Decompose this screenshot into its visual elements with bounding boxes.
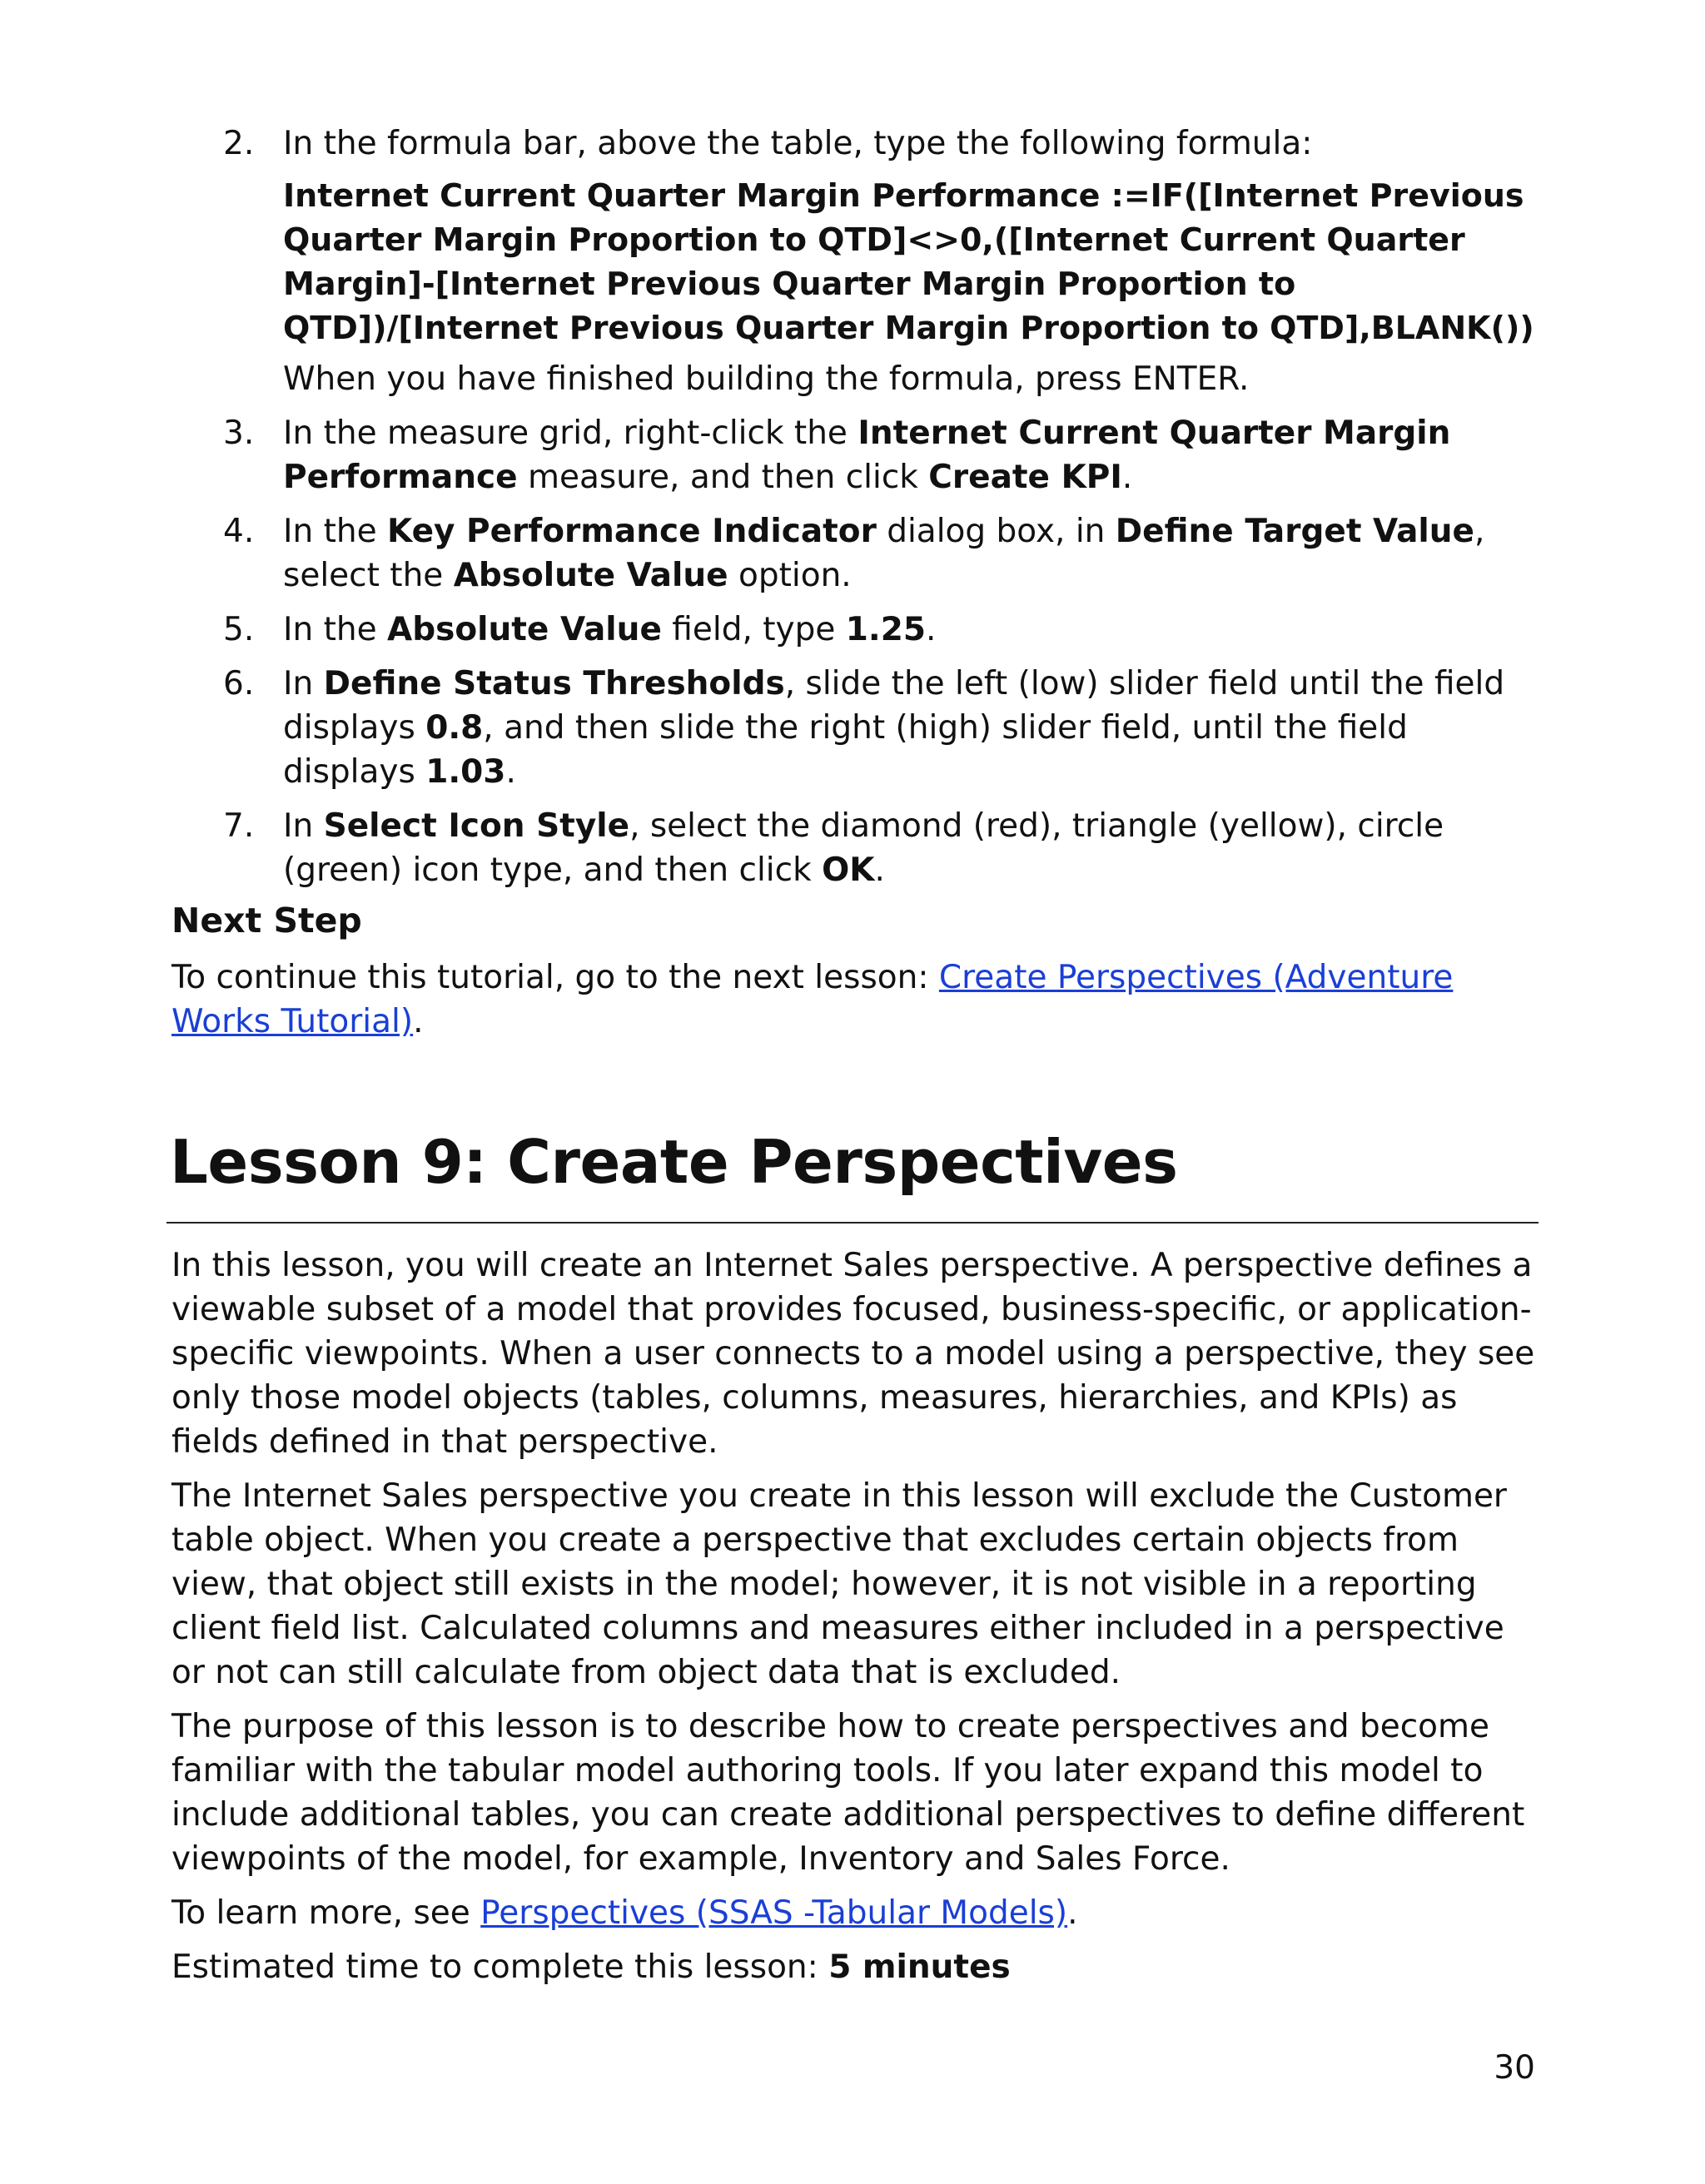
estimate-text: Estimated time to complete this lesson:	[171, 1948, 829, 1986]
step-text: .	[1121, 459, 1133, 496]
step-text: , slide the left (low) slider field until the field displays	[283, 665, 1505, 747]
step-bold-term: Define Status Thresholds	[323, 665, 785, 702]
step-3	[223, 411, 1538, 499]
estimate-paragraph	[171, 1945, 1545, 1989]
lesson-paragraph-3: The purpose of this lesson is to describe how to create perspectives and become familiar with the tabular model authoring tools. If you later expand this model to include additional tables, you can create additional perspectives to define different viewpoints of the model, for example, Inventory and Sales Force.	[171, 1708, 1525, 1878]
step-bold-term: 1.03	[425, 753, 506, 791]
step-text: dialog box, in	[876, 513, 1116, 550]
step-number: 7.	[223, 807, 255, 845]
step-note: When you have finished building the formula, press ENTER.	[283, 360, 1250, 398]
lesson-title: Lesson 9: Create Perspectives	[170, 1127, 1178, 1197]
estimate-value: 5 minutes	[828, 1948, 1011, 1986]
lesson-paragraph-1: In this lesson, you will create an Internet Sales perspective. A perspective defines a viewable subset of a model that provides focused, business-specific, or application-specific viewpoints. When a user connects to a model using a perspective, they see only those model objects (tables, columns, measures, hierarchies, and KPIs) as fields defined in that perspective.	[171, 1247, 1535, 1461]
step-bold-term: Define Target Value	[1115, 513, 1474, 550]
next-step-text: To continue this tutorial, go to the next lesson:	[171, 959, 939, 996]
step-text: In the measure grid, right-click the	[283, 414, 858, 452]
step-6	[223, 662, 1538, 794]
learn-more-text: To learn more, see	[171, 1894, 481, 1932]
step-number: 6.	[223, 665, 255, 702]
step-bold-term: OK	[822, 851, 875, 889]
next-lesson-link[interactable]: Create Perspectives (Adventure Works Tutorial)	[171, 959, 1454, 1040]
next-step-end: .	[413, 1003, 424, 1040]
learn-more-end: .	[1067, 1894, 1078, 1932]
step-2	[223, 122, 1538, 401]
step-text: field, type	[661, 611, 846, 648]
lesson-paragraph-2: The Internet Sales perspective you create in this lesson will exclude the Customer table object. When you create a perspective that excludes certain objects from view, that object still exists in the model; however, it is not visible in a reporting client field list. Calculated columns and measures either included in a perspective or not can still calculate from object data that is excluded.	[171, 1477, 1507, 1691]
step-5	[223, 608, 1538, 652]
next-step-heading: Next Step	[171, 901, 362, 941]
step-bold-term: Internet Current Quarter Margin Performance	[283, 414, 1451, 496]
step-text: measure, and then click	[517, 459, 929, 496]
step-bold-term: 1.25	[845, 611, 927, 648]
step-text: In	[283, 665, 324, 702]
perspectives-link[interactable]: Perspectives (SSAS -Tabular Models)	[480, 1894, 1068, 1932]
procedure-steps	[223, 122, 1538, 902]
step-number: 3.	[223, 414, 255, 452]
step-text: In the	[283, 611, 388, 648]
step-bold-term: 0.8	[425, 709, 484, 747]
learn-more-paragraph	[171, 1891, 1545, 1935]
page-number: 30	[1494, 2049, 1535, 2087]
step-text: , and then slide the right (high) slider field, until the field displays	[283, 709, 1408, 791]
step-text: In the formula bar, above the table, type the following formula:	[283, 125, 1313, 162]
step-text: , select the diamond (red), triangle (yellow), circle (green) icon type, and then click	[283, 807, 1444, 889]
step-4	[223, 509, 1538, 598]
next-step-paragraph	[171, 956, 1537, 1044]
formula-code: Internet Current Quarter Margin Performance :=IF([Internet Previous Quarter Margin Proportion to QTD]<>0,([Internet Current Quarter Margin]-[Internet Previous Quarter Margin Proportion to QTD])/[Internet Previous Quarter Margin Proportion to QTD],BLANK())	[283, 177, 1534, 346]
step-text: In the	[283, 513, 388, 550]
step-bold-term: Select Icon Style	[323, 807, 630, 845]
step-text: , select the	[283, 513, 1485, 594]
step-bold-term: Absolute Value	[387, 611, 662, 648]
step-number: 5.	[223, 611, 255, 648]
step-bold-term: Absolute Value	[453, 557, 728, 594]
step-text: .	[926, 611, 937, 648]
title-divider	[167, 1222, 1538, 1224]
step-7	[223, 804, 1538, 892]
step-number: 4.	[223, 513, 255, 550]
step-text: option.	[728, 557, 852, 594]
step-number: 2.	[223, 125, 255, 162]
step-text: .	[874, 851, 885, 889]
step-text: .	[505, 753, 516, 791]
step-bold-term: Create KPI	[928, 459, 1122, 496]
step-text: In	[283, 807, 324, 845]
lesson-body	[171, 1243, 1545, 1999]
step-bold-term: Key Performance Indicator	[387, 513, 877, 550]
